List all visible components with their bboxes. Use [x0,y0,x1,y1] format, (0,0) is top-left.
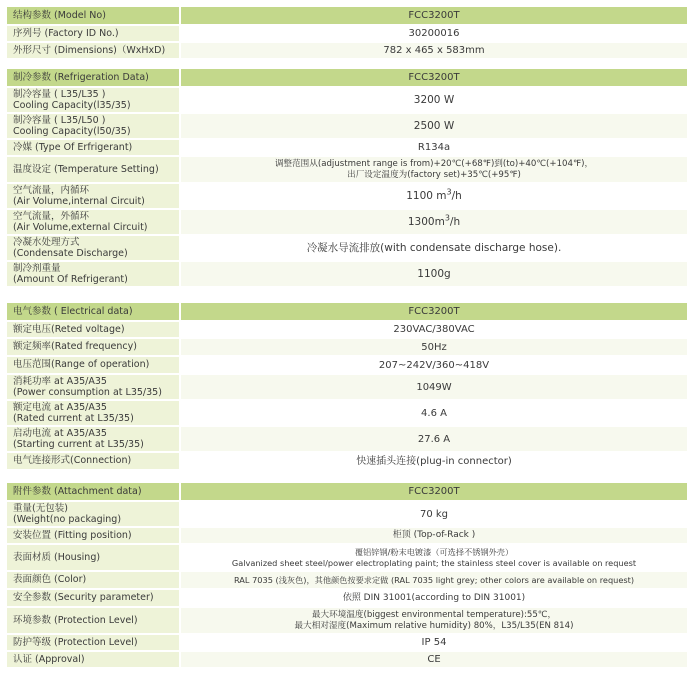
spec-value: CE [427,654,441,665]
spec-label: 环境参数 (Protection Level) [13,614,138,626]
spec-row-temperature-setting [7,157,687,182]
spec-label-cn: 额定电流 at A35/A35 [13,401,107,413]
attachment-section [7,483,687,667]
spec-value: 快速插头连接(plug-in connector) [356,455,512,467]
spec-label: 认证 (Approval) [13,653,85,665]
section-header-value: FCC3200T [181,303,687,320]
spec-value: 70 kg [419,508,449,520]
spec-label-cn: 制冷剂重量 [13,262,61,274]
spec-value-line-2: Galvanized sheet steel/power electroplating paint; the stainless steel cover is available on request [231,557,637,568]
spec-label: 温度设定 (Temperature Setting) [13,163,159,175]
spec-row-rated-voltage [7,322,687,337]
spec-row-cooling-capacity-50 [7,114,687,138]
spec-row-refrigerant-amount [7,262,687,286]
spec-row-voltage-range [7,357,687,373]
spec-label: 外形尺寸 (Dimensions)（WxHxD) [13,44,166,56]
spec-value: 782 x 465 x 583mm [383,45,485,56]
spec-label-cn: 重量(无包装) [13,502,68,514]
spec-value: 2500 W [413,119,455,132]
spec-label-en: (Starting current at L35/35) [13,439,144,450]
spec-label: 序列号 (Factory ID No.) [13,27,119,39]
spec-label-en: (Air Volume,internal Circuit) [13,196,145,207]
spec-value: 依照 DIN 31001(according to DIN 31001) [342,592,526,603]
spec-label: 电压范围(Range of operation) [13,359,150,371]
spec-label: 额定频率(Rated frequency) [13,341,137,353]
spec-value: 207~242V/360~418V [378,359,490,371]
section-header-value: FCC3200T [181,7,687,24]
spec-row-starting-current [7,427,687,451]
spec-row-condensate-discharge [7,236,687,260]
spec-row-cooling-capacity-35 [7,88,687,112]
spec-row-dimensions [7,43,687,58]
spec-value: 柜顶 (Top-of-Rack ) [392,530,476,540]
spec-label: 表面材质 (Housing) [13,551,101,563]
spec-row-air-volume-internal [7,184,687,208]
spec-label-cn: 空气流量，外循环 [13,210,90,222]
spec-value-line-2: 出厂设定温度为(factory set)+35℃(+95℉) [347,169,521,180]
spec-value: 27.6 A [417,433,451,445]
spec-value: RAL 7035 (浅灰色)，其他颜色按要求定做 (RAL 7035 light grey; other colors are available on request) [233,574,635,585]
section-header-label: 制冷参数 (Refrigeration Data) [7,69,179,86]
model-header-row [7,7,687,24]
electrical-section [7,303,687,469]
spec-label: 电气连接形式(Connection) [13,455,132,467]
spec-label: 表面颜色 (Color) [13,574,87,586]
spec-row-environment [7,608,687,633]
spec-value: R134a [417,142,451,153]
spec-value-line-1: 调整范围从(adjustment range is from)+20℃(+68℉)到(to)+40℃(+104℉)， [274,158,594,169]
section-header-label: 结构参数 (Model No) [7,7,179,24]
spec-row-factory-id [7,26,687,41]
electrical-header-row [7,303,687,320]
spec-value-line-1: 覆铝锌钢/粉末电镀漆（可选择不锈钢外壳） [354,546,514,557]
spec-row-housing [7,545,687,570]
spec-label-cn: 制冷容量 ( L35/L35 ) [13,88,106,100]
spec-value: 50Hz [421,341,447,353]
spec-value-line-1: 最大环境温度(biggest environmental temperature):55℃， [311,609,557,620]
spec-label: 防护等级 (Protection Level) [13,636,138,648]
spec-value: 3200 W [413,93,455,106]
spec-row-security [7,590,687,606]
spec-value: 30200016 [408,28,460,39]
spec-label-cn: 制冷容量 ( L35/L50 ) [13,114,106,126]
spec-row-weight [7,502,687,526]
spec-label-en: (Condensate Discharge) [13,248,128,259]
spec-label-en: (Weight(no packaging) [13,514,122,525]
refrigeration-section [7,69,687,286]
spec-label: 安全参数 (Security parameter) [13,592,154,604]
spec-label-en: Cooling Capacity(l35/35) [13,100,131,111]
section-header-label: 附件参数 (Attachment data) [7,483,179,500]
spec-label-en: (Rated current at L35/35) [13,413,134,424]
spec-row-fitting-position [7,528,687,543]
spec-row-approval [7,652,687,667]
spec-value: $1300m^3/h$ [407,213,461,228]
spec-value: 230VAC/380VAC [393,324,475,335]
spec-label-cn: 启动电流 at A35/A35 [13,427,107,439]
spec-row-rated-current [7,401,687,425]
section-header-label: 电气参数 ( Electrical data) [7,303,179,320]
spec-value: 1100 $m^3/h$ [406,187,462,202]
attachment-header-row [7,483,687,500]
spec-label-en: (Air Volume,external Circuit) [13,222,148,233]
refrigeration-header-row [7,69,687,86]
spec-label-cn: 冷凝水处理方式 [13,236,80,248]
spec-value: 1100g [417,267,451,280]
model-section [7,7,687,58]
section-header-value: FCC3200T [181,483,687,500]
spec-value: 冷凝水导流排放(with condensate discharge hose). [306,241,562,254]
spec-label-en: Cooling Capacity(l50/35) [13,126,131,137]
spec-value: 1049W [416,381,452,393]
spec-value: 4.6 A [421,407,447,419]
spec-row-refrigerant-type [7,140,687,155]
spec-row-color [7,572,687,588]
spec-label-cn: 消耗功率 at A35/A35 [13,375,107,387]
section-header-value: FCC3200T [181,69,687,86]
spec-row-power-consumption [7,375,687,399]
spec-label: 额定电压(Reted voltage) [13,323,125,335]
spec-row-rated-frequency [7,339,687,355]
spec-row-protection-level [7,635,687,650]
spec-value-line-2: 最大相对湿度(Maximum relative humidity) 80%，L35/L35(EN 814) [294,620,574,631]
spec-value: IP 54 [421,637,447,648]
spec-label-cn: 空气流量，内循环 [13,184,90,196]
spec-label: 安装位置 (Fitting position) [13,529,132,541]
spec-row-connection [7,453,687,469]
spec-label-en: (Power consumption at L35/35) [13,387,162,398]
spec-row-air-volume-external [7,210,687,234]
spec-label-en: (Amount Of Refrigerant) [13,274,128,285]
spec-label: 冷媒 (Type Of Erfrigerant) [13,141,133,153]
